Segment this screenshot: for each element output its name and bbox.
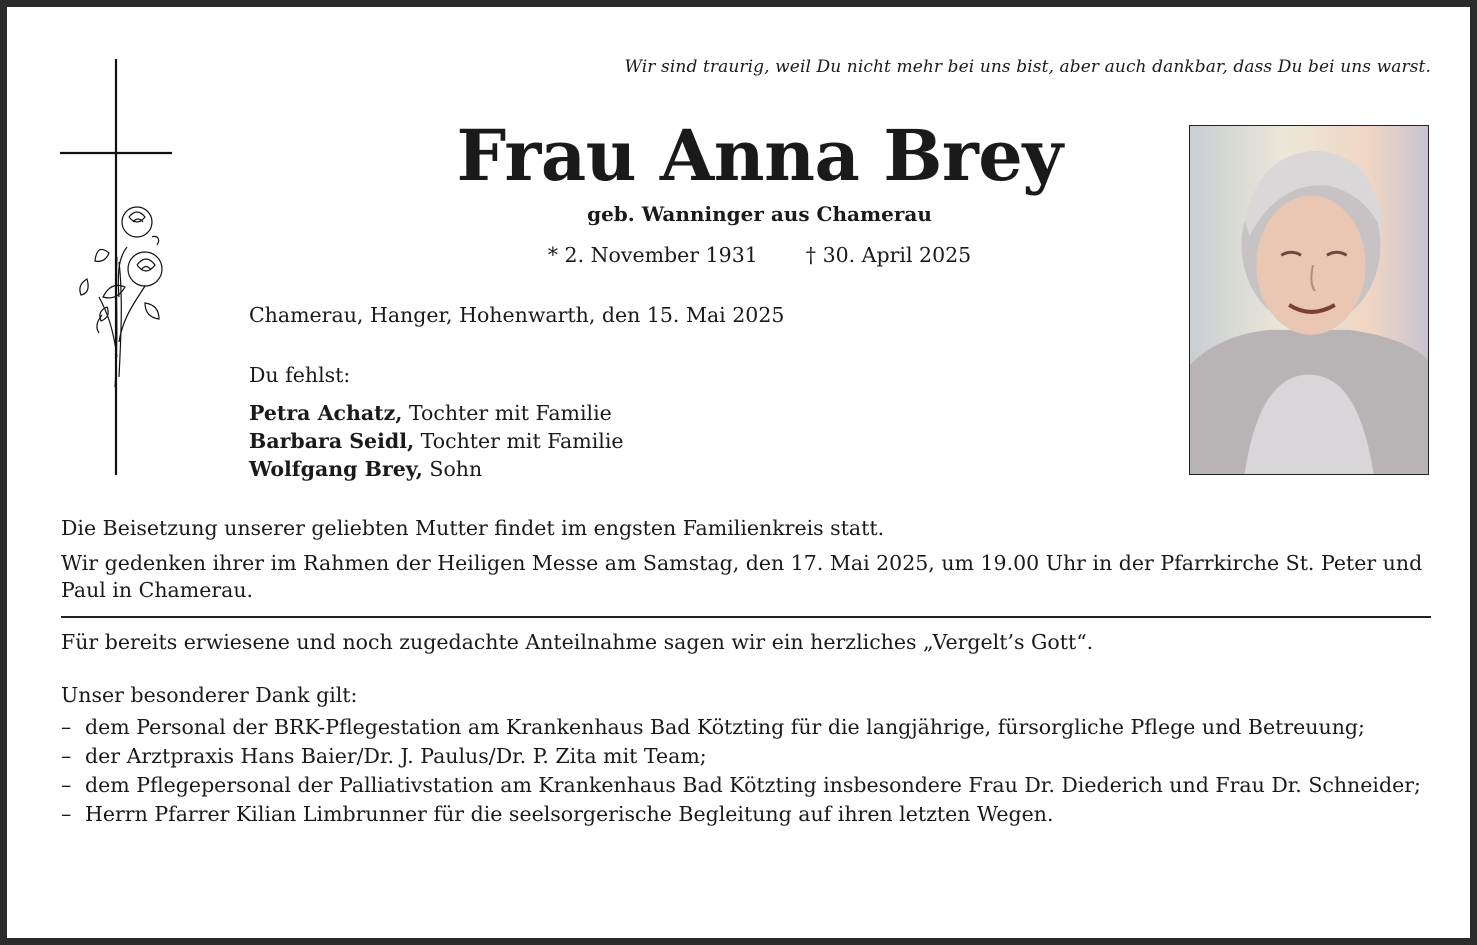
place-and-date: Chamerau, Hanger, Hohenwarth, den 15. Mai 2025 (249, 303, 785, 327)
motto-quote: Wir sind traurig, weil Du nicht mehr bei uns bist, aber auch dankbar, dass Du bei uns warst. (624, 57, 1431, 77)
list-item (61, 772, 1433, 799)
mourner-relation: Tochter mit Familie (414, 429, 624, 453)
mourner-name: Petra Achatz, (249, 401, 403, 425)
mourners-list (249, 399, 624, 483)
thanks-note: Für bereits erwiesene und noch zugedachte Anteilnahme sagen wir ein herzliches „Vergelt’s Gott“. (61, 630, 1094, 654)
birth-date: * 2. November 1931 (547, 243, 758, 267)
list-item-text: der Arztpraxis Hans Baier/Dr. J. Paulus/Dr. P. Zita mit Team; (85, 744, 707, 768)
dash-bullet: – (61, 773, 72, 797)
list-item (61, 714, 1433, 741)
special-thanks-label: Unser besonderer Dank gilt: (61, 683, 358, 707)
list-item (61, 801, 1433, 828)
mourner-name: Barbara Seidl, (249, 429, 415, 453)
list-item-text: Herrn Pfarrer Kilian Limbrunner für die seelsorgerische Begleitung auf ihren letzten Wegen. (85, 802, 1054, 826)
portrait-photo (1189, 125, 1429, 475)
life-dates (307, 243, 1212, 267)
mourner-row (249, 427, 624, 455)
deceased-name: Frau Anna Brey (456, 114, 1063, 197)
list-item (61, 743, 1433, 770)
mourner-row (249, 399, 624, 427)
mourner-relation: Tochter mit Familie (402, 401, 612, 425)
birth-name: geb. Wanninger aus Chamerau (587, 202, 932, 226)
divider (61, 616, 1431, 618)
mourner-name: Wolfgang Brey, (249, 457, 423, 481)
burial-note: Die Beisetzung unserer geliebten Mutter findet im engsten Familienkreis statt. (61, 516, 885, 540)
death-date: † 30. April 2025 (805, 243, 972, 267)
list-item-text: dem Personal der BRK-Pflegestation am Krankenhaus Bad Kötzting für die langjährige, fürsorgliche Pflege und Betreuung; (85, 715, 1365, 739)
dash-bullet: – (61, 744, 72, 768)
dash-bullet: – (61, 715, 72, 739)
special-thanks-list (61, 714, 1433, 830)
cross-with-roses-icon (57, 57, 177, 486)
dash-bullet: – (61, 802, 72, 826)
mourner-row (249, 455, 624, 483)
mourner-relation: Sohn (422, 457, 483, 481)
missing-label: Du fehlst: (249, 363, 351, 387)
mass-note: Wir gedenken ihrer im Rahmen der Heiligen Messe am Samstag, den 17. Mai 2025, um 19.00 Uhr in der Pfarrkirche St. Peter und Paul in Chamerau. (61, 551, 1423, 602)
list-item-text: dem Pflegepersonal der Palliativstation am Krankenhaus Bad Kötzting insbesondere Frau Dr. Diederich und Frau Dr. Schneider; (85, 773, 1421, 797)
